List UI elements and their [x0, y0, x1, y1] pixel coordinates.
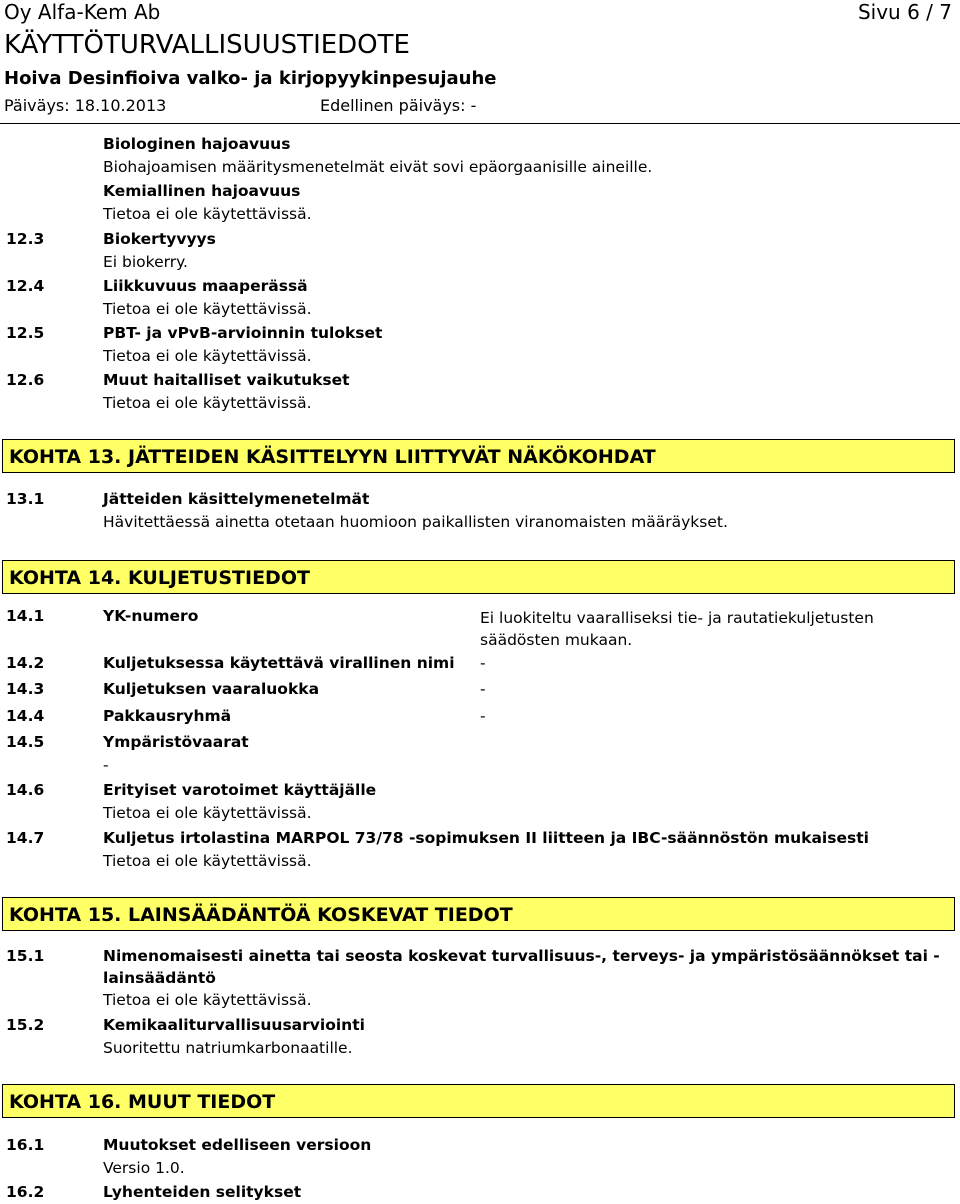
section-13-heading: KOHTA 13. JÄTTEIDEN KÄSITTELYYN LIITTYVÄT NÄKÖKOHDAT: [2, 439, 955, 473]
packing-group-value: -: [480, 707, 486, 725]
user-precautions-label: Erityiset varotoimet käyttäjälle: [103, 781, 377, 799]
bulk-transport-label: Kuljetus irtolastina MARPOL 73/78 -sopimuksen II liitteen ja IBC-säännöstön mukaisesti: [103, 829, 869, 847]
previous-date: Edellinen päiväys: -: [320, 96, 477, 115]
item-number: 12.6: [6, 371, 45, 389]
item-number: 15.2: [6, 1016, 45, 1034]
page-number: Sivu 6 / 7: [857, 0, 952, 24]
item-number: 14.5: [6, 733, 45, 751]
bioaccumulation-label: Biokertyvyys: [103, 230, 216, 248]
product-name: Hoiva Desinfioiva valko- ja kirjopyykinpesujauhe: [4, 68, 497, 89]
item-number: 12.3: [6, 230, 45, 248]
other-effects-label: Muut haitalliset vaikutukset: [103, 371, 350, 389]
chemical-safety-label: Kemikaaliturvallisuusarviointi: [103, 1016, 365, 1034]
hazard-class-value: -: [480, 680, 486, 698]
soil-mobility-label: Liikkuvuus maaperässä: [103, 277, 308, 295]
waste-methods-text: Hävitettäessä ainetta otetaan huomioon paikallisten viranomaisten määräykset.: [103, 513, 728, 531]
item-number: 15.1: [6, 947, 45, 965]
packing-group-label: Pakkausryhmä: [103, 707, 232, 725]
environmental-hazards-label: Ympäristövaarat: [103, 733, 249, 751]
chem-degradability-text: Tietoa ei ole käytettävissä.: [103, 205, 312, 223]
item-number: 14.2: [6, 654, 45, 672]
pbt-text: Tietoa ei ole käytettävissä.: [103, 347, 312, 365]
item-number: 16.1: [6, 1136, 45, 1154]
chemical-safety-text: Suoritettu natriumkarbonaatille.: [103, 1039, 353, 1057]
document-date: Päiväys: 18.10.2013: [4, 96, 167, 115]
shipping-name-label: Kuljetuksessa käytettävä virallinen nimi: [103, 654, 455, 672]
item-number: 14.7: [6, 829, 45, 847]
pbt-label: PBT- ja vPvB-arvioinnin tulokset: [103, 324, 383, 342]
item-number: 13.1: [6, 490, 45, 508]
bio-degradability-text: Biohajoamisen määritysmenetelmät eivät sovi epäorgaanisille aineille.: [103, 158, 653, 176]
un-number-label: YK-numero: [103, 607, 199, 625]
un-number-value: Ei luokiteltu vaaralliseksi tie- ja rautatiekuljetusten säädösten mukaan.: [480, 609, 874, 649]
regulations-text: Tietoa ei ole käytettävissä.: [103, 991, 312, 1009]
item-number: 16.2: [6, 1183, 45, 1201]
bio-degradability-label: Biologinen hajoavuus: [103, 135, 291, 153]
hazard-class-label: Kuljetuksen vaaraluokka: [103, 680, 320, 698]
soil-mobility-text: Tietoa ei ole käytettävissä.: [103, 300, 312, 318]
bulk-transport-text: Tietoa ei ole käytettävissä.: [103, 852, 312, 870]
regulations-label-cont: lainsäädäntö: [103, 969, 216, 987]
item-number: 14.3: [6, 680, 45, 698]
item-number: 12.5: [6, 324, 45, 342]
shipping-name-value: -: [480, 654, 486, 672]
item-number: 14.6: [6, 781, 45, 799]
changes-label: Muutokset edelliseen versioon: [103, 1136, 372, 1154]
waste-methods-label: Jätteiden käsittelymenetelmät: [103, 490, 370, 508]
document-title: KÄYTTÖTURVALLISUUSTIEDOTE: [4, 30, 410, 60]
bioaccumulation-text: Ei biokerry.: [103, 253, 188, 271]
item-number: 12.4: [6, 277, 45, 295]
section-16-heading: KOHTA 16. MUUT TIEDOT: [2, 1084, 955, 1118]
item-number: 14.1: [6, 607, 45, 625]
environmental-hazards-value: -: [103, 756, 109, 774]
abbreviations-label: Lyhenteiden selitykset: [103, 1183, 302, 1201]
user-precautions-text: Tietoa ei ole käytettävissä.: [103, 804, 312, 822]
other-effects-text: Tietoa ei ole käytettävissä.: [103, 394, 312, 412]
chem-degradability-label: Kemiallinen hajoavuus: [103, 182, 301, 200]
section-15-heading: KOHTA 15. LAINSÄÄDÄNTÖÄ KOSKEVAT TIEDOT: [2, 897, 955, 931]
changes-text: Versio 1.0.: [103, 1159, 185, 1177]
item-number: 14.4: [6, 707, 45, 725]
header-divider: [0, 123, 960, 124]
regulations-label: Nimenomaisesti ainetta tai seosta koskevat turvallisuus-, terveys- ja ympäristösäännökset tai -: [103, 947, 940, 965]
section-14-heading: KOHTA 14. KULJETUSTIEDOT: [2, 560, 955, 594]
company-name: Oy Alfa-Kem Ab: [4, 0, 161, 24]
